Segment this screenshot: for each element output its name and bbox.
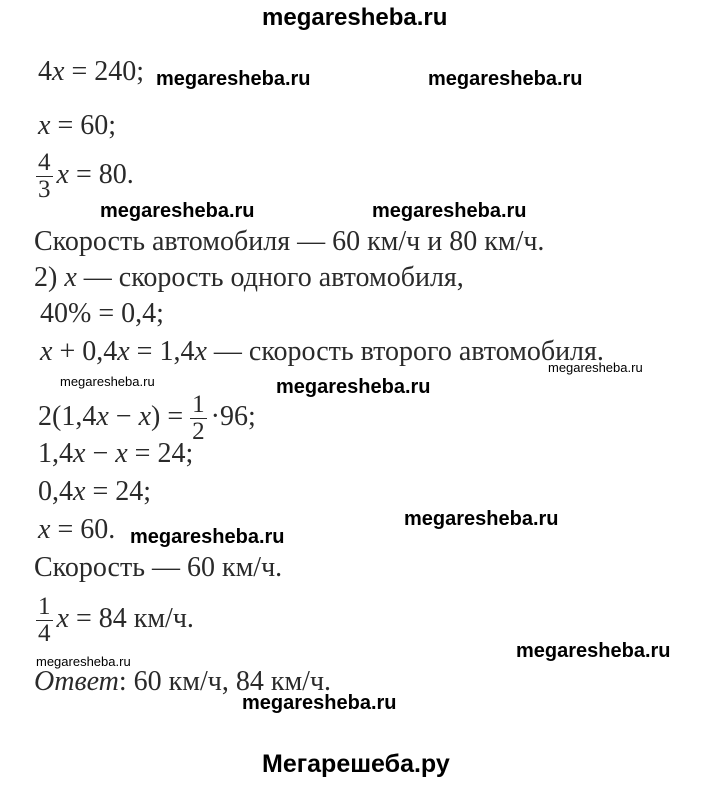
equation-line-9 <box>38 438 193 470</box>
equation-line-3 <box>36 150 134 203</box>
header-site-title: megaresheba.ru <box>262 4 448 31</box>
watermark: megaresheba.ru <box>516 640 671 662</box>
variable-x: x <box>73 438 86 469</box>
variable-x: x <box>64 262 77 293</box>
expr-part: − <box>85 438 116 469</box>
fraction-4-3 <box>36 150 53 203</box>
equation-rest: = 24; <box>85 476 152 507</box>
equation-line-1 <box>38 56 144 88</box>
equation-line-13 <box>36 594 194 647</box>
variable-x: x <box>56 158 69 190</box>
variable-x: x <box>40 336 53 367</box>
watermark: megaresheba.ru <box>372 200 527 222</box>
fraction-numerator: 1 <box>38 593 51 620</box>
equation-rest: = 240; <box>64 56 145 87</box>
watermark: megaresheba.ru <box>242 692 397 714</box>
speed-statement-1: Скорость автомобиля — 60 км/ч и 80 км/ч. <box>34 226 545 257</box>
expr-part: 2(1,4 <box>38 400 97 432</box>
equation-rest: ·96; <box>210 400 256 432</box>
variable-x: x <box>96 400 109 432</box>
watermark: megaresheba.ru <box>156 68 311 90</box>
statement-rest: — скорость второго автомобиля. <box>206 336 604 367</box>
expr-part: 1,4 <box>38 438 73 469</box>
expr-part: 0,4 <box>38 476 73 507</box>
fraction-denominator: 3 <box>38 176 51 203</box>
watermark: megaresheba.ru <box>100 200 255 222</box>
part-number: 2) <box>34 262 65 293</box>
fraction-numerator: 1 <box>192 391 205 418</box>
variable-x: x <box>194 336 207 367</box>
watermark: megaresheba.ru <box>276 376 431 398</box>
equation-line-10 <box>38 476 151 508</box>
footer-site-title: Мегарешеба.ру <box>262 750 450 778</box>
equation-rest: = 60; <box>50 110 117 141</box>
second-speed-line <box>40 336 604 368</box>
equation-line-2 <box>38 110 116 142</box>
watermark: megaresheba.ru <box>548 360 643 375</box>
watermark: megaresheba.ru <box>130 526 285 548</box>
variable-x: x <box>38 110 51 141</box>
expr-part: − <box>108 400 139 432</box>
variable-x: x <box>52 56 65 87</box>
statement-rest: — скорость одного автомобиля, <box>76 262 464 293</box>
part-2-intro <box>34 262 464 294</box>
expr-part: ) = <box>151 400 191 432</box>
fraction-denominator: 2 <box>192 418 205 445</box>
expr-part: + 0,4 <box>52 336 118 367</box>
variable-x: x <box>56 602 69 634</box>
variable-x: x <box>38 514 51 545</box>
speed-statement-2: Скорость — 60 км/ч. <box>34 552 283 583</box>
coef: 4 <box>38 56 52 87</box>
fraction-numerator: 4 <box>38 149 51 176</box>
answer-values: : 60 км/ч, 84 км/ч. <box>118 666 332 697</box>
watermark: megaresheba.ru <box>60 374 155 389</box>
equation-rest: = 24; <box>127 438 194 469</box>
expr-part: = 1,4 <box>129 336 195 367</box>
fraction-denominator: 4 <box>38 620 51 647</box>
answer-label: Ответ <box>34 666 119 697</box>
fraction-1-4 <box>36 594 53 647</box>
watermark: megaresheba.ru <box>36 654 131 669</box>
equation-rest: = 80. <box>68 158 134 190</box>
variable-x: x <box>73 476 86 507</box>
equation-line-11 <box>38 514 115 546</box>
equation-rest: = 84 км/ч. <box>68 602 194 634</box>
variable-x: x <box>117 336 130 367</box>
variable-x: x <box>115 438 128 469</box>
percent-line: 40% = 0,4; <box>40 298 164 329</box>
equation-rest: = 60. <box>50 514 116 545</box>
watermark: megaresheba.ru <box>428 68 583 90</box>
watermark: megaresheba.ru <box>404 508 559 530</box>
variable-x: x <box>138 400 151 432</box>
